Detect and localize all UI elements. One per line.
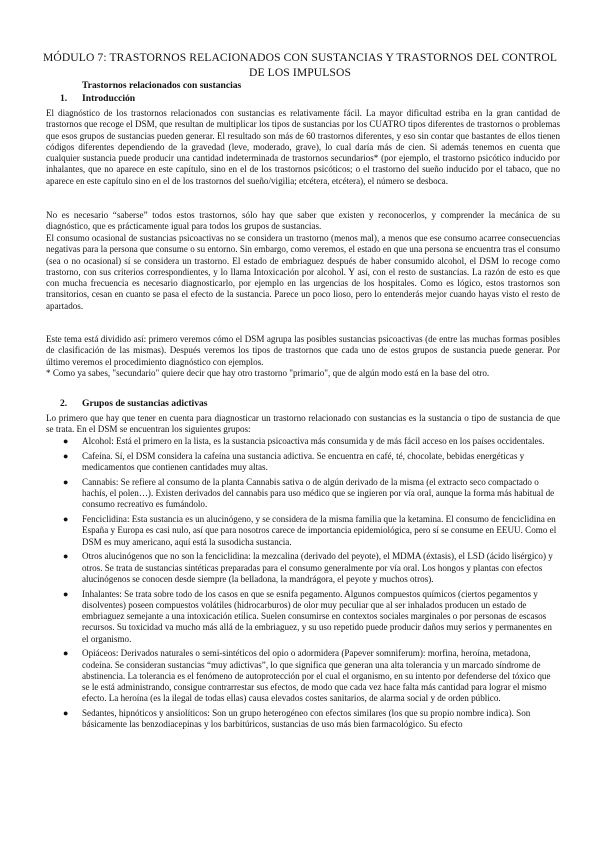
list-item: ● Opiáceos: Derivados naturales o semi-sintéticos del opio o adormidera (Papever somniferum): morfina, heroína, metadona, codeína. Se consideran sustancias “muy adictivas”, lo que significa que generan una alta tolerancia y un marcado síndrome de abstinencia. La tolerancia es el fenómeno de autoprotección por el cual el organismo, en su intento por defenderse del tóxico que se le está administrando, consigue contrarrestar sus efectos, de modo que cada vez hace falta más cantidad para lograr el mismo efecto. La heroína (es la ilegal de todas ellas) causa elevados costes sanitarios, de alarma social y de orden público. [63,648,551,704]
bullet-icon: ● [63,450,69,461]
list-item: ● Sedantes, hipnóticos y ansiolíticos: Son un grupo heterogéneo con efectos similares (los que su propio nombre indica). Son básicamente las benzodiacepinas y los barbitúricos, sustancias de uso más bien farmacológico. Su efecto [63,708,531,730]
list-item: ● Otros alucinógenos que no son la fenciclidina: la mezcalina (derivado del peyote), el MDMA (éxtasis), el LSD (ácido lisérgico) y otros. Se trata de sustancias sintéticas preparadas para el consumo generalmente por vía oral. Los hongos y plantas con efectos alucinógenos se conocen desde siempre (la belladona, la mandrágora, el peyote y muchos otros). [63,551,553,584]
bullet-icon: ● [63,514,69,524]
bullet-icon: ● [63,436,69,446]
bullet-icon: ● [63,588,69,599]
bullet-icon: ● [63,708,69,718]
document-title: MÓDULO 7: TRASTORNOS RELACIONADOS CON SUSTANCIAS Y TRASTORNOS DEL CONTROL DE LOS IMPULSOS [42,51,558,79]
section-2-number: 2. [60,398,68,409]
section-1-title: Introducción [82,93,136,104]
section-2-intro: Lo primero que hay que tener en cuenta para diagnosticar un trastorno relacionado con sustancias es la sustancia o tipo de sustancia de que se trata. En el DSM se encuentran los siguientes grupos: [46,413,560,435]
list-item: ● Cannabis: Se refiere al consumo de la planta Cannabis sativa o de algún derivado de la misma (el extracto seco compactado o hachís, el polen…). Existen derivados del cannabis para uso médico que se ingieren por vía oral, aunque la forma más habitual de consumo recreativo es fumándolo. [63,476,555,510]
section-2-heading [60,398,208,410]
section-1-heading [60,93,135,105]
list-item: ● Inhalantes: Se trata sobre todo de los casos en que se esnifa pegamento. Algunos compuestos químicos (ciertos pegamentos y disolventes) poseen compuestos volátiles (hidrocarburos) de olor muy peculiar que al ser inhalados producen un estado de embriaguez semejante a una intoxicación etílica. Suelen consumirse en contextos sociales marginales o por personas de escasos recursos. Su toxicidad va mucho más allá de la embriaguez, y su uso repetido puede producir daños muy serios y permanentes en el organismo. [63,588,552,644]
list-item: ● Alcohol: Está el primero en la lista, es la sustancia psicoactiva más consumida y de más fácil acceso en los países occidentales. [63,436,545,446]
section-subtitle: Trastornos relacionados con sustancias [82,80,242,91]
footnote-secundario: * Como ya sabes, "secundario" quiere decir que hay otro trastorno "primario", que de algún modo está en la base del otro. [46,368,490,378]
list-item: ● Fenciclidina: Esta sustancia es un alucinógeno, y se considera de la misma familia que la ketamina. El consumo de fenciclidina en España y Europa es casi nulo, así que para nosotros carece de importancia epidemiológica, pero sí se consume en EEUU. Como el DSM es muy americano, aquí está la susodicha sustancia. [63,514,557,547]
bullet-icon: ● [63,476,69,487]
section-1-paragraph-4: Este tema está dividido así: primero veremos cómo el DSM agrupa las posibles sustancias psicoactivas (de entre las muchas formas posibles de clasificación de las mismas). Después veremos los tipos de trastornos que cada uno de estos grupos de sustancia puede generar. Por último veremos el procedimiento diagnóstico con ejemplos. [46,334,560,367]
bullet-icon: ● [63,648,69,659]
section-1-paragraph-1: El diagnóstico de los trastornos relacionados con sustancias es relativamente fácil. La mayor dificultad estriba en la gran cantidad de trastornos que recoge el DSM, que resultan de multiplicar los tipos de sustancias por los CUATRO tipos diferentes de trastornos o problemas que esos grupos de sustancias pueden generar. El resultado son más de 60 trastornos diferentes, y eso sin contar que bastantes de ellos tienen códigos diferentes dependiendo de la gravedad (leve, moderado, grave), lo cual daría más de cien. Si además tenemos en cuenta que cualquier sustancia puede producir una cantidad indeterminada de trastornos secundarios* (por ejemplo, el trastorno psicótico inducido por inhalantes, que no aparece en este capítulo, sino en el de los trastornos psicóticos; o el trastorno del sueño inducido por el tabaco, que no aparece en este capítulo sino en el de los trastornos del sueño/vigilia; etcétera, etcétera), el número se desboca. [46,108,560,186]
bullet-icon: ● [63,551,69,562]
section-1-paragraph-2: No es necesario “saberse” todos estos trastornos, sólo hay que saber que existen y reconocerlos, y comprender la mecánica de su diagnóstico, que es prácticamente igual para todos los grupos de sustancias. [46,210,560,232]
list-item: ● Cafeína. Sí, el DSM considera la cafeína una sustancia adictiva. Se encuentra en café, té, chocolate, bebidas energéticas y medicamentos que contienen cantidades muy altas. [63,450,525,472]
section-2-title: Grupos de sustancias adictivas [82,398,208,409]
section-1-number: 1. [60,93,68,104]
substance-group-list [46,436,560,734]
section-1-paragraph-3: El consumo ocasional de sustancias psicoactivas no se considera un trastorno (menos mal), a menos que ese consumo acarree consecuencias negativas para la persona que consume o su entorno. Sin embargo, como veremos, el estado en que una persona se encuentra tras el consumo (sea o no ocasional) sí se considera un trastorno. El estado de embriaguez después de haber consumido alcohol, el DSM lo recoge como trastorno, con sus criterios correspondientes, y lo llama Intoxicación por alcohol. Y así, con el resto de sustancias. La razón de esto es que con mucha frecuencia es necesario diagnosticarlo, por ejemplo en las urgencias de los hospitales. Como es lógico, estos trastornos son transitorios, cesan en cuanto se pasa el efecto de la sustancia. Parece un poco lioso, pero lo entenderás mejor cuando hayas visto el resto de apartados. [46,233,560,311]
